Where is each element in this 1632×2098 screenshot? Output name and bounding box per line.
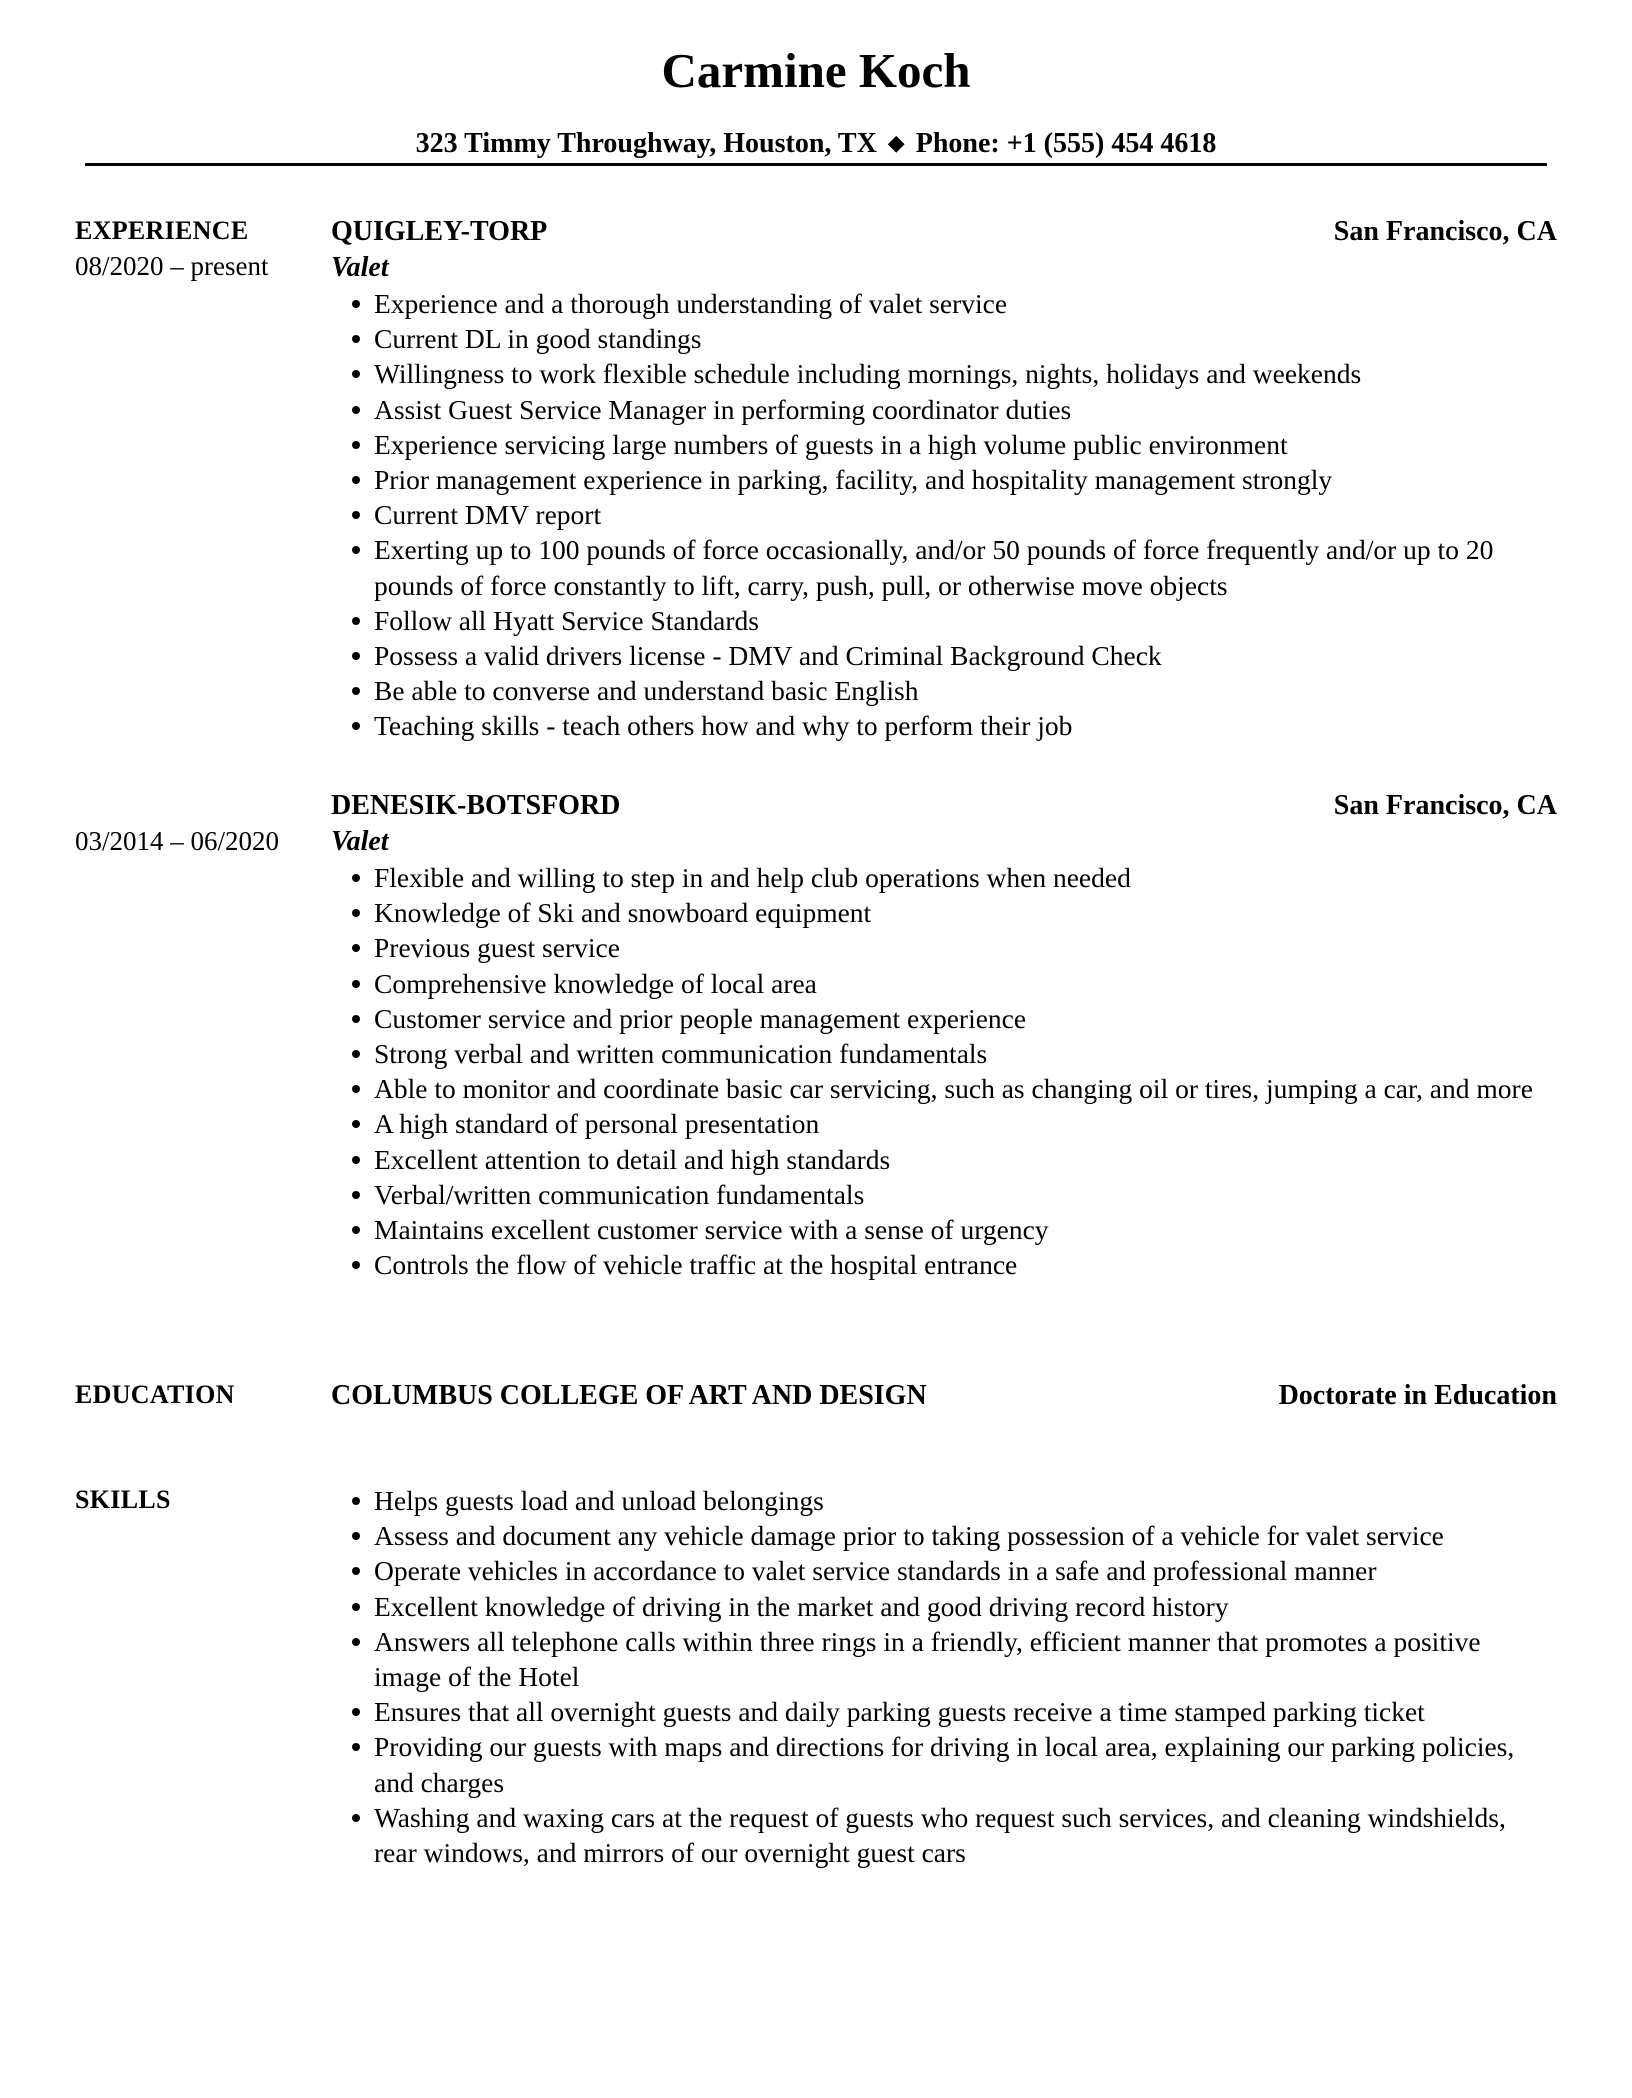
education-school: COLUMBUS COLLEGE OF ART AND DESIGN <box>331 1380 927 1411</box>
job-1-bullet-list <box>374 286 1554 744</box>
list-item: Controls the flow of vehicle traffic at the hospital entrance <box>374 1247 1554 1282</box>
job-1-dates: 08/2020 – present <box>75 251 269 281</box>
header-divider <box>85 163 1547 166</box>
job-2-bullet-list <box>374 860 1554 1282</box>
job-2-title: Valet <box>331 826 389 857</box>
contact-line <box>0 124 1632 163</box>
job-2-dates: 03/2014 – 06/2020 <box>75 826 280 856</box>
list-item: Teaching skills - teach others how and why to perform their job <box>374 708 1554 743</box>
list-item: Operate vehicles in accordance to valet service standards in a safe and professional manner <box>374 1553 1554 1588</box>
list-item: Answers all telephone calls within three rings in a friendly, efficient manner that promotes a positive image of the Hotel <box>374 1624 1554 1694</box>
education-degree: Doctorate in Education <box>1278 1380 1557 1411</box>
list-item: Verbal/written communication fundamentals <box>374 1177 1554 1212</box>
list-item: Exerting up to 100 pounds of force occasionally, and/or 50 pounds of force frequently and/or up to 20 pounds of force constantly to lift, carry, push, pull, or otherwise move objects <box>374 532 1554 602</box>
list-item: Flexible and willing to step in and help club operations when needed <box>374 860 1554 895</box>
diamond-separator-icon: ◆ <box>887 130 905 155</box>
list-item: Willingness to work flexible schedule including mornings, nights, holidays and weekends <box>374 356 1554 391</box>
list-item: Knowledge of Ski and snowboard equipment <box>374 895 1554 930</box>
list-item: Assess and document any vehicle damage prior to taking possession of a vehicle for valet service <box>374 1518 1554 1553</box>
list-item: Ensures that all overnight guests and daily parking guests receive a time stamped parking ticket <box>374 1694 1554 1729</box>
list-item: A high standard of personal presentation <box>374 1106 1554 1141</box>
list-item: Experience and a thorough understanding of valet service <box>374 286 1554 321</box>
list-item: Follow all Hyatt Service Standards <box>374 603 1554 638</box>
education-section-label: EDUCATION <box>75 1380 235 1409</box>
skills-section-label: SKILLS <box>75 1485 171 1514</box>
list-item: Possess a valid drivers license - DMV and Criminal Background Check <box>374 638 1554 673</box>
list-item: Able to monitor and coordinate basic car servicing, such as changing oil or tires, jumping a car, and more <box>374 1071 1554 1106</box>
list-item: Excellent knowledge of driving in the market and good driving record history <box>374 1589 1554 1624</box>
list-item: Current DL in good standings <box>374 321 1554 356</box>
list-item: Prior management experience in parking, facility, and hospitality management strongly <box>374 462 1554 497</box>
job-1-location: San Francisco, CA <box>1333 216 1557 247</box>
list-item: Be able to converse and understand basic English <box>374 673 1554 708</box>
skills-bullet-list <box>374 1483 1554 1870</box>
list-item: Previous guest service <box>374 930 1554 965</box>
phone: Phone: +1 (555) 454 4618 <box>915 128 1217 159</box>
job-1-company: QUIGLEY-TORP <box>331 216 548 247</box>
address: 323 Timmy Throughway, Houston, TX <box>415 128 877 159</box>
job-2-location: San Francisco, CA <box>1333 790 1557 821</box>
experience-section-label: EXPERIENCE <box>75 216 249 245</box>
job-2-company: DENESIK-BOTSFORD <box>331 790 621 821</box>
job-1-title: Valet <box>331 252 389 283</box>
list-item: Washing and waxing cars at the request of guests who request such services, and cleaning windshields, rear windows, and mirrors of our overnight guest cars <box>374 1800 1554 1870</box>
list-item: Maintains excellent customer service with a sense of urgency <box>374 1212 1554 1247</box>
list-item: Experience servicing large numbers of guests in a high volume public environment <box>374 427 1554 462</box>
list-item: Comprehensive knowledge of local area <box>374 966 1554 1001</box>
list-item: Assist Guest Service Manager in performing coordinator duties <box>374 392 1554 427</box>
list-item: Helps guests load and unload belongings <box>374 1483 1554 1518</box>
list-item: Excellent attention to detail and high standards <box>374 1142 1554 1177</box>
list-item: Current DMV report <box>374 497 1554 532</box>
list-item: Strong verbal and written communication fundamentals <box>374 1036 1554 1071</box>
list-item: Providing our guests with maps and directions for driving in local area, explaining our parking policies, and charges <box>374 1729 1554 1799</box>
candidate-name: Carmine Koch <box>661 43 971 98</box>
list-item: Customer service and prior people management experience <box>374 1001 1554 1036</box>
